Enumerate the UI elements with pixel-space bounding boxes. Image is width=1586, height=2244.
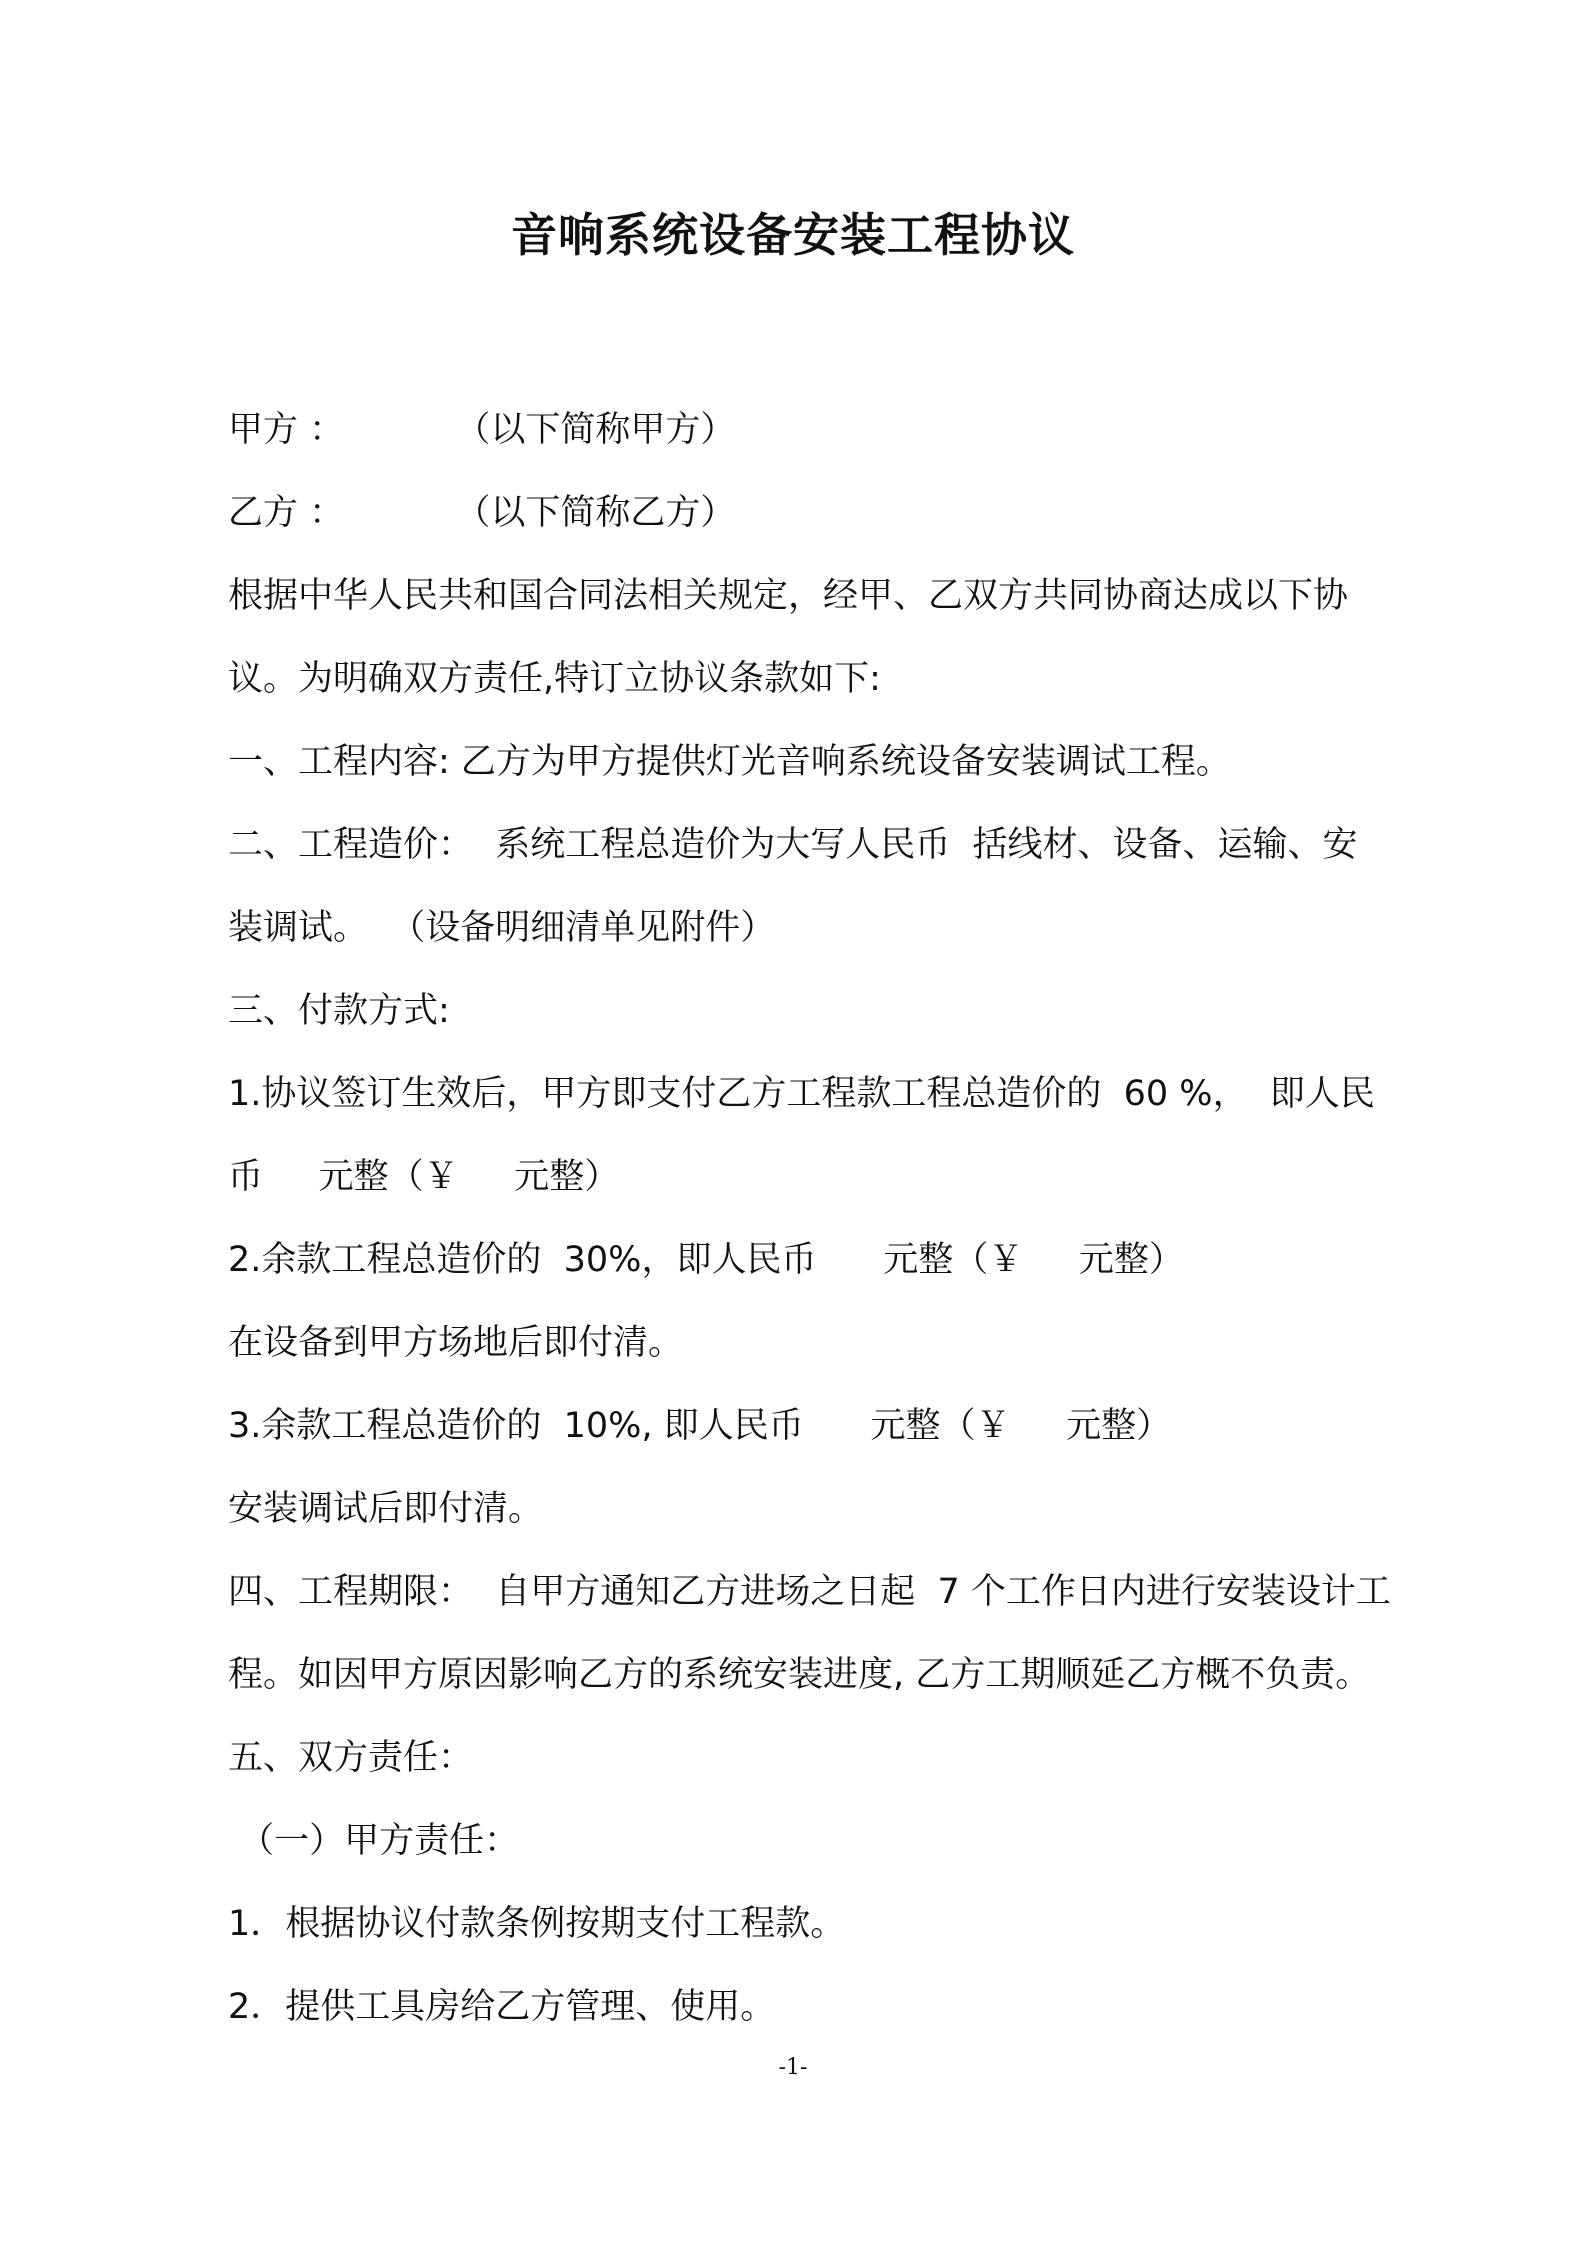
party-a-duty-heading: （一）甲方责任：	[228, 1821, 520, 1861]
intro-line-1: 根据中华人民共和国合同法相关规定，经甲、乙双方共同协商达成以下协	[228, 576, 1349, 616]
payment-1-line-2: 币 元整（￥ 元整）	[228, 1157, 620, 1197]
payment-1-line-1: 1.协议签订生效后，甲方即支付乙方工程款工程总造价的 60 %， 即人民	[228, 1074, 1375, 1114]
party-a-line: 甲方 ： （以下简称甲方）	[228, 410, 736, 450]
payment-3-line-1: 3.余款工程总造价的 10%, 即人民币 元整（￥ 元整）	[228, 1406, 1172, 1446]
payment-2-line-2: 在设备到甲方场地后即付清。	[228, 1323, 684, 1363]
payment-3-line-2: 安装调试后即付清。	[228, 1489, 544, 1529]
party-a-duty-1: 1．根据协议付款条例按期支付工程款。	[228, 1904, 846, 1944]
clause-2-cost-line-2: 装调试。 （设备明细清单见附件）	[228, 908, 776, 948]
clause-1-content: 一、工程内容: 乙方为甲方提供灯光音响系统设备安装调试工程。	[228, 742, 1231, 782]
party-a-duty-2: 2．提供工具房给乙方管理、使用。	[228, 1987, 776, 2027]
clause-3-heading: 三、付款方式:	[228, 991, 450, 1031]
intro-line-2: 议。为明确双方责任,特订立协议条款如下:	[228, 659, 881, 699]
clause-4-line-2: 程。如因甲方原因影响乙方的系统安装进度, 乙方工期顺延乙方概不负责。	[228, 1655, 1371, 1695]
clause-5-heading: 五、双方责任：	[228, 1738, 474, 1778]
payment-2-line-1: 2.余款工程总造价的 30%，即人民币 元整（￥ 元整）	[228, 1240, 1184, 1280]
document-title: 音响系统设备安装工程协议	[511, 208, 1075, 262]
page-number: -1-	[778, 2055, 808, 2080]
clause-2-cost-line-1: 二、工程造价： 系统工程总造价为大写人民币 括线材、设备、运输、安	[228, 825, 1358, 865]
clause-4-line-1: 四、工程期限： 自甲方通知乙方进场之日起 7 个工作日内进行安装设计工	[228, 1572, 1391, 1612]
party-b-line: 乙方 ： （以下简称乙方）	[228, 493, 736, 533]
